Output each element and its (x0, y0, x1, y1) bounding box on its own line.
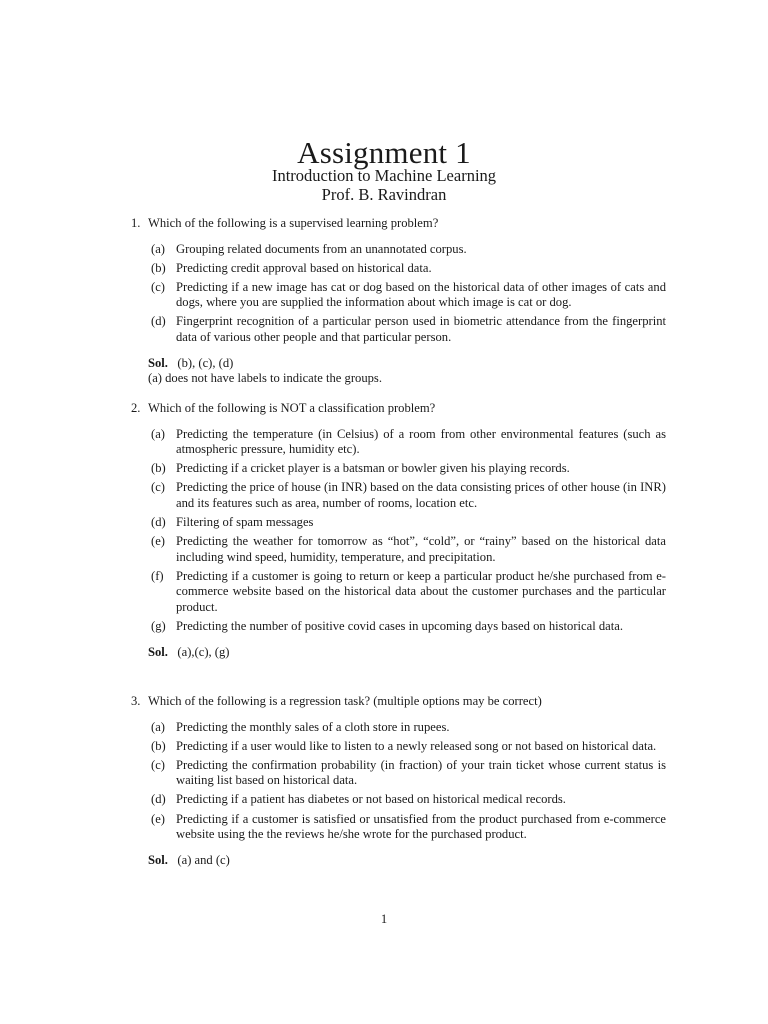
solution-block (131, 645, 666, 661)
option-item (131, 534, 666, 565)
option-label: (a) (151, 241, 165, 256)
option-text: Predicting the weather for tomorrow as “hot”, “cold”, or “rainy” based on the historical data including wind speed, humidity, temperature, and precipitation. (176, 534, 666, 564)
option-text: Grouping related documents from an unannotated corpus. (176, 241, 467, 256)
option-text: Predicting if a new image has cat or dog based on the historical data of other images of cats and dogs, where you are supplied the information about which image is cat or dog. (176, 279, 666, 310)
option-text: Predicting if a patient has diabetes or not based on historical medical records. (176, 792, 566, 807)
question-number: 1. (131, 216, 141, 230)
option-item (131, 720, 666, 736)
option-item (131, 812, 666, 843)
option-label: (c) (151, 480, 165, 495)
option-item (131, 480, 666, 511)
options-list (131, 242, 666, 346)
course-subtitle: Introduction to Machine Learning (271, 166, 497, 185)
question-3 (131, 694, 666, 868)
option-item (131, 427, 666, 458)
professor-subtitle: Prof. B. Ravindran (321, 185, 447, 204)
question-1 (131, 216, 666, 387)
question-text: Which of the following is a supervised learning problem? (148, 216, 439, 230)
option-label: (c) (151, 757, 165, 772)
question-number: 3. (131, 694, 141, 708)
solution-answer: (b), (c), (d) (177, 355, 234, 370)
option-label: (b) (151, 738, 166, 753)
option-item (131, 280, 666, 311)
question-2-stem (131, 401, 666, 417)
solution-label: Sol. (148, 355, 168, 370)
option-label: (d) (151, 515, 166, 530)
solution-label: Sol. (148, 852, 168, 867)
solution-answer: (a),(c), (g) (177, 644, 230, 659)
option-item (131, 569, 666, 616)
option-label: (b) (151, 260, 166, 275)
option-label: (e) (151, 811, 165, 826)
option-label: (a) (151, 426, 165, 441)
option-item (131, 619, 666, 635)
option-text: Predicting credit approval based on historical data. (176, 260, 432, 275)
solution-note: (a) does not have labels to indicate the groups. (148, 371, 382, 386)
option-text: Predicting the confirmation probability (in fraction) of your train ticket whose current status is waiting list based on historical data. (176, 757, 666, 788)
option-item (131, 792, 666, 808)
page-title: Assignment 1 (297, 135, 471, 170)
option-item (131, 758, 666, 789)
option-text: Fingerprint recognition of a particular person used in biometric attendance from the fingerprint data of various other people and that particular person. (176, 314, 666, 345)
option-item (131, 515, 666, 531)
option-item (131, 314, 666, 345)
solution-block (131, 356, 666, 387)
option-text: Predicting if a user would like to listen to a newly released song or not based on historical data. (176, 738, 657, 753)
solution-block (131, 853, 666, 869)
option-label: (f) (151, 568, 164, 583)
option-label: (a) (151, 719, 165, 734)
option-item (131, 242, 666, 258)
question-3-stem (131, 694, 666, 710)
question-text: Which of the following is a regression task? (multiple options may be correct) (148, 694, 542, 708)
option-label: (b) (151, 461, 166, 476)
question-number: 2. (131, 401, 141, 415)
option-text: Predicting if a customer is going to return or keep a particular product he/she purchased from e-commerce website based on the historical data about the customer purchases and the particular product. (176, 568, 666, 615)
option-item (131, 261, 666, 277)
option-text: Predicting the monthly sales of a cloth store in rupees. (176, 719, 450, 734)
option-label: (d) (151, 314, 166, 329)
option-label: (c) (151, 279, 165, 294)
options-list (131, 720, 666, 843)
solution-label: Sol. (148, 644, 168, 659)
option-text: Filtering of spam messages (176, 515, 314, 530)
option-text: Predicting the price of house (in INR) based on the data consisting prices of other house (in INR) and its features such as area, number of rooms, location etc. (176, 480, 666, 510)
option-label: (g) (151, 619, 166, 634)
option-text: Predicting if a cricket player is a batsman or bowler given his playing records. (176, 461, 570, 476)
question-2 (131, 401, 666, 660)
option-text: Predicting the temperature (in Celsius) of a room from other environmental features (such as atmospheric pressure, humidity etc). (176, 426, 666, 457)
options-list (131, 427, 666, 635)
option-text: Predicting the number of positive covid cases in upcoming days based on historical data. (176, 619, 623, 634)
page-number: 1 (380, 912, 388, 926)
option-item (131, 739, 666, 755)
option-item (131, 461, 666, 477)
solution-answer: (a) and (c) (177, 852, 230, 867)
option-text: Predicting if a customer is satisfied or unsatisfied from the product purchased from e-commerce website using the the reviews he/she wrote for the purchased product. (176, 811, 666, 842)
question-text: Which of the following is NOT a classification problem? (148, 401, 436, 415)
option-label: (d) (151, 792, 166, 807)
question-1-stem (131, 216, 666, 232)
option-label: (e) (151, 534, 165, 549)
